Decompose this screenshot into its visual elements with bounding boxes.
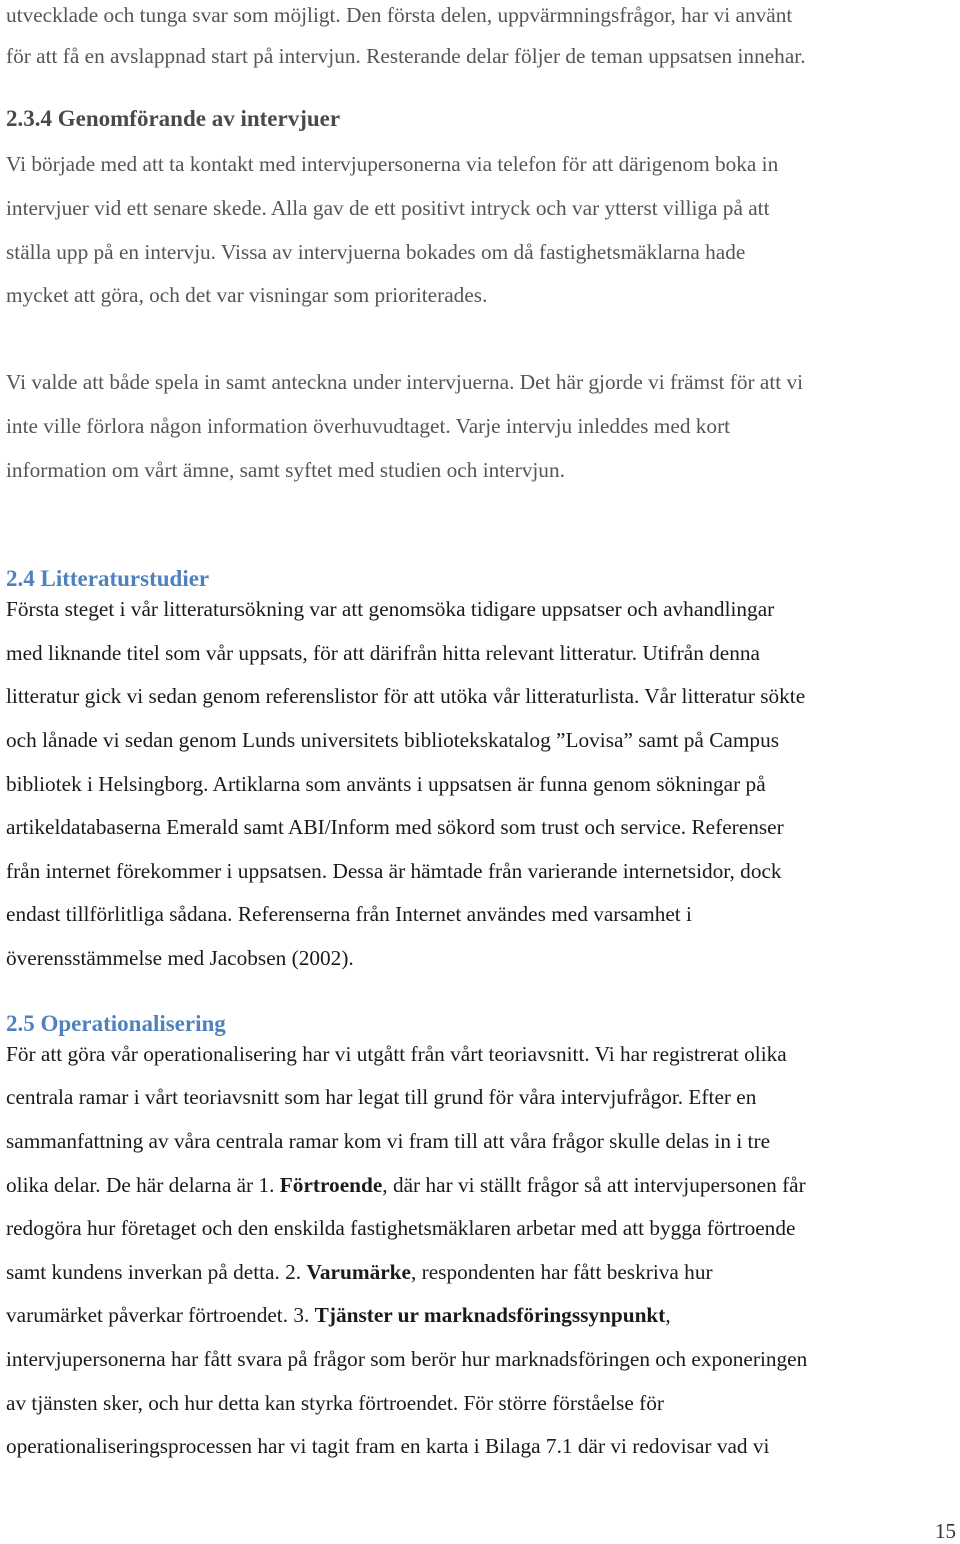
paragraph-line: redogöra hur företaget och den enskilda fastighetsmäklaren arbetar med att bygga förtroende — [6, 1216, 796, 1240]
paragraph-line: information om vårt ämne, samt syftet med studien och intervjun. — [6, 458, 565, 482]
text-run: olika delar. De här delarna är 1. — [6, 1173, 280, 1197]
paragraph-line: ställa upp på en intervju. Vissa av intervjuerna bokades om då fastighetsmäklarna hade — [6, 240, 746, 264]
section-heading-2-5: 2.5 Operationalisering — [6, 1011, 226, 1036]
text-run: , respondenten har fått beskriva hur — [410, 1260, 713, 1284]
paragraph-line: Första steget i vår litteratursökning var att genomsöka tidigare uppsatser och avhandlingar — [6, 597, 775, 621]
paragraph-line: endast tillförlitliga sådana. Referenserna från Internet användes med varsamhet i — [6, 902, 692, 926]
paragraph-line: artikeldatabaserna Emerald samt ABI/Inform med sökord som trust och service. Referenser — [6, 815, 784, 839]
section-heading-2-4: 2.4 Litteraturstudier — [6, 566, 210, 591]
text-run: samt kundens inverkan på detta. 2. — [6, 1260, 307, 1284]
term-fortroende: Förtroende — [279, 1173, 383, 1197]
paragraph-line: Vi började med att ta kontakt med intervjupersonerna via telefon för att därigenom boka in — [6, 152, 779, 176]
text-run: varumärket påverkar förtroendet. 3. — [6, 1303, 315, 1327]
intro-line: utvecklade och tunga svar som möjligt. Den första delen, uppvärmningsfrågor, har vi använt — [6, 3, 793, 27]
paragraph-line: intervjupersonerna har fått svara på frågor som berör hur marknadsföringen och exponeringen — [6, 1347, 808, 1371]
paragraph-line: litteratur gick vi sedan genom referenslistor för att utöka vår litteraturlista. Vår litteratur sökte — [6, 684, 806, 708]
paragraph-line: bibliotek i Helsingborg. Artiklarna som använts i uppsatsen är funna genom sökningar på — [6, 772, 766, 796]
page-number: 15 — [935, 1519, 956, 1543]
term-tjanster: Tjänster ur marknadsföringssynpunkt — [314, 1303, 666, 1327]
paragraph-line — [6, 1300, 671, 1330]
intro-line: för att få en avslappnad start på intervjun. Resterande delar följer de teman uppsatsen innehar. — [6, 44, 806, 68]
term-varumarke: Varumärke — [306, 1260, 411, 1284]
text-run: , — [665, 1303, 671, 1327]
text-run: , där har vi ställt frågor så att intervjupersonen får — [382, 1173, 806, 1197]
section-heading-2-3-4: 2.3.4 Genomförande av intervjuer — [6, 106, 341, 131]
paragraph-line: med liknande titel som vår uppsats, för att därifrån hitta relevant litteratur. Utifrån denna — [6, 641, 761, 665]
paragraph-line: och lånade vi sedan genom Lunds universitets bibliotekskatalog ”Lovisa” samt på Campus — [6, 728, 780, 752]
paragraph-line: sammanfattning av våra centrala ramar kom vi fram till att våra frågor skulle delas in i tre — [6, 1129, 771, 1153]
paragraph-line: överensstämmelse med Jacobsen (2002). — [6, 946, 354, 970]
paragraph-line: operationaliseringsprocessen har vi tagit fram en karta i Bilaga 7.1 där vi redovisar vad vi — [6, 1434, 770, 1458]
paragraph-line — [6, 1257, 713, 1287]
paragraph-line: centrala ramar i vårt teoriavsnitt som har legat till grund för våra intervjufrågor. Efter en — [6, 1085, 757, 1109]
paragraph-line: mycket att göra, och det var visningar som prioriterades. — [6, 283, 488, 307]
paragraph-line: inte ville förlora någon information överhuvudtaget. Varje intervju inleddes med kort — [6, 414, 731, 438]
paragraph-line: av tjänsten sker, och hur detta kan styrka förtroendet. För större förståelse för — [6, 1391, 664, 1415]
paragraph-line: intervjuer vid ett senare skede. Alla gav de ett positivt intryck och var ytterst villiga på att — [6, 196, 770, 220]
paragraph-line: För att göra vår operationalisering har vi utgått från vårt teoriavsnitt. Vi har registrerat olika — [6, 1042, 787, 1066]
paragraph-line: Vi valde att både spela in samt anteckna under intervjuerna. Det här gjorde vi främst för att vi — [6, 370, 804, 394]
paragraph-line: från internet förekommer i uppsatsen. Dessa är hämtade från varierande internetsidor, dock — [6, 859, 782, 883]
paragraph-line — [6, 1170, 806, 1200]
